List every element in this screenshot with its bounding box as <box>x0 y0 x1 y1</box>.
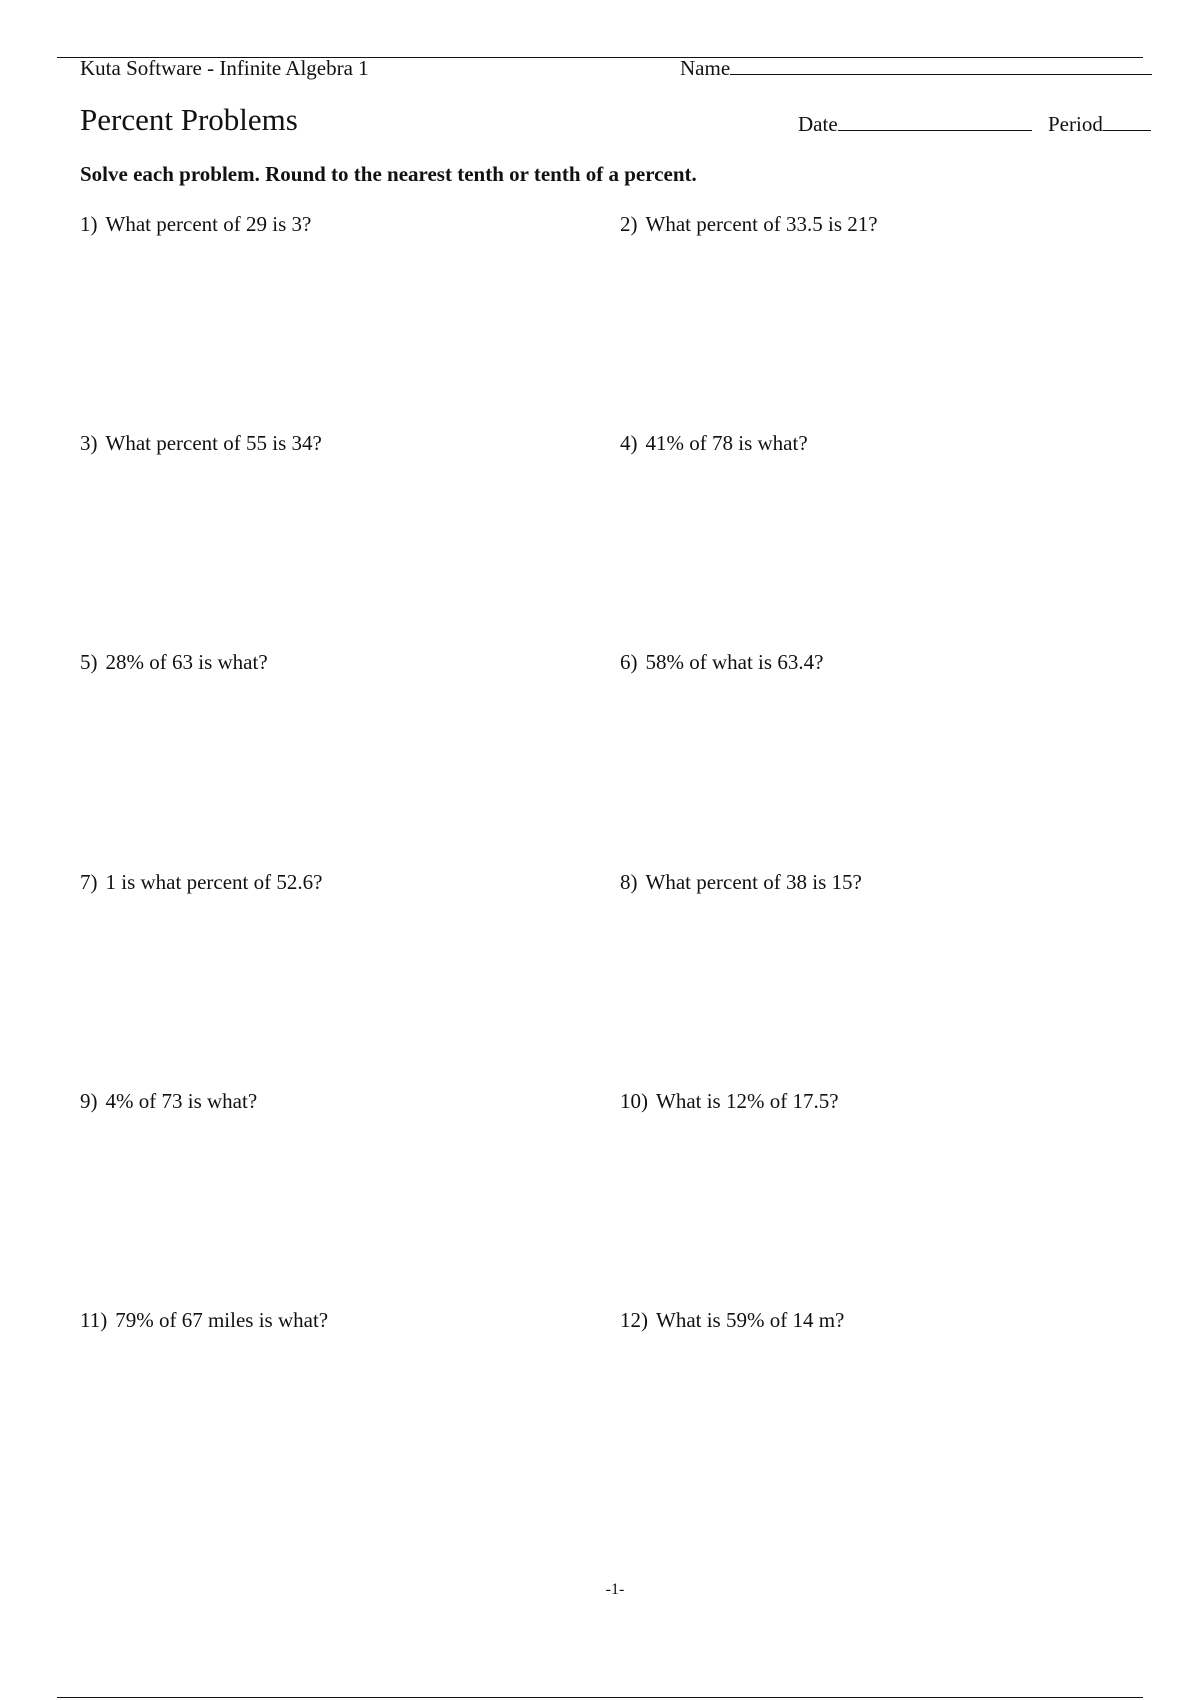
problem-text: 1 is what percent of 52.6? <box>105 870 323 894</box>
problem-text: What percent of 33.5 is 21? <box>645 212 878 236</box>
problem-6 <box>620 650 823 674</box>
problem-8 <box>620 870 862 894</box>
period-blank[interactable] <box>1103 112 1151 131</box>
problem-5 <box>80 650 268 674</box>
problem-9 <box>80 1089 257 1113</box>
name-field[interactable] <box>680 56 1152 80</box>
problem-text: 41% of 78 is what? <box>645 431 808 455</box>
problem-11 <box>80 1308 328 1332</box>
problem-number: 9) <box>80 1089 98 1113</box>
date-field[interactable] <box>798 112 1032 136</box>
problem-10 <box>620 1089 839 1113</box>
page-title: Percent Problems <box>80 102 298 137</box>
page-number: -1- <box>605 1581 625 1598</box>
problem-text: What percent of 55 is 34? <box>105 431 322 455</box>
problem-number: 11) <box>80 1308 108 1332</box>
problem-number: 1) <box>80 212 98 236</box>
problem-text: 28% of 63 is what? <box>105 650 268 674</box>
problem-number: 5) <box>80 650 98 674</box>
problem-number: 10) <box>620 1089 648 1113</box>
problem-4 <box>620 431 808 455</box>
instructions: Solve each problem. Round to the nearest tenth or tenth of a percent. <box>80 162 697 186</box>
period-label: Period <box>1048 112 1103 136</box>
problem-text: What is 12% of 17.5? <box>656 1089 839 1113</box>
problem-text: What percent of 29 is 3? <box>105 212 312 236</box>
problem-text: 4% of 73 is what? <box>105 1089 258 1113</box>
problem-2 <box>620 212 878 236</box>
period-field[interactable] <box>1048 112 1151 136</box>
problem-text: What is 59% of 14 m? <box>656 1308 845 1332</box>
problem-text: 58% of what is 63.4? <box>645 650 824 674</box>
problem-1 <box>80 212 311 236</box>
date-blank[interactable] <box>838 112 1032 131</box>
problem-12 <box>620 1308 844 1332</box>
problem-number: 8) <box>620 870 638 894</box>
problem-7 <box>80 870 322 894</box>
problem-number: 2) <box>620 212 638 236</box>
problem-text: 79% of 67 miles is what? <box>115 1308 329 1332</box>
name-blank[interactable] <box>730 56 1152 75</box>
bottom-rule <box>57 1697 1143 1698</box>
problem-text: What percent of 38 is 15? <box>645 870 862 894</box>
problem-number: 12) <box>620 1308 648 1332</box>
date-label: Date <box>798 112 838 136</box>
problem-number: 7) <box>80 870 98 894</box>
problem-number: 3) <box>80 431 98 455</box>
problem-number: 4) <box>620 431 638 455</box>
name-label: Name <box>680 56 731 80</box>
problem-number: 6) <box>620 650 638 674</box>
problem-3 <box>80 431 322 455</box>
software-label: Kuta Software - Infinite Algebra 1 <box>80 56 369 80</box>
